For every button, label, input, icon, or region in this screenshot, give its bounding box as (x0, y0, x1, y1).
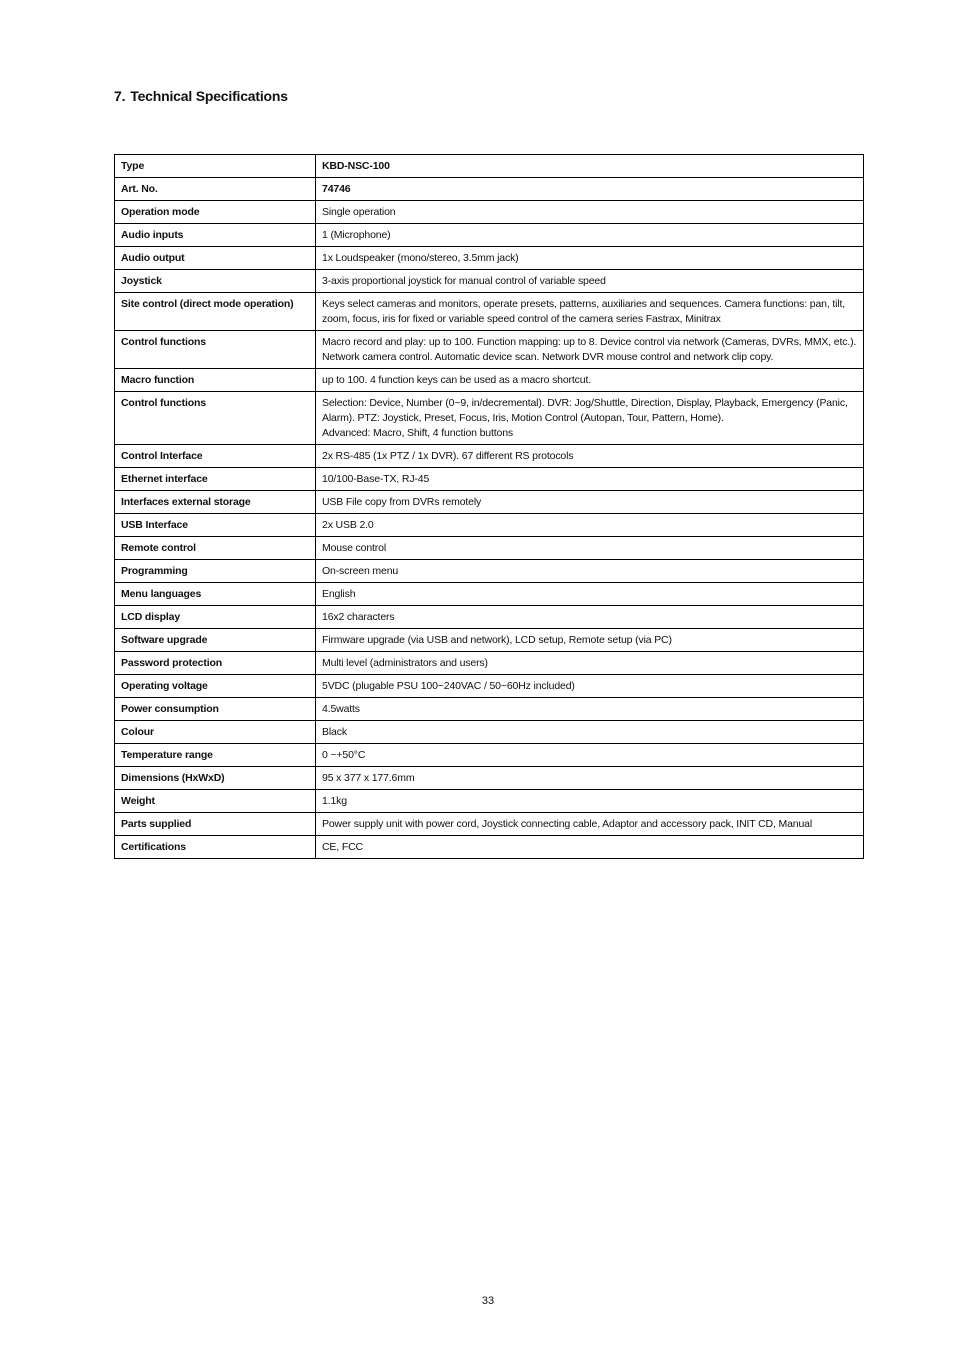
spec-label: LCD display (115, 606, 316, 629)
spec-label: Password protection (115, 652, 316, 675)
specifications-table-body (115, 155, 864, 859)
spec-value: 16x2 characters (316, 606, 864, 629)
spec-label: Temperature range (115, 744, 316, 767)
spec-label: Weight (115, 790, 316, 813)
spec-value: 4.5watts (316, 698, 864, 721)
spec-label: Colour (115, 721, 316, 744)
page-number: 33 (481, 1295, 495, 1307)
spec-value: Power supply unit with power cord, Joystick connecting cable, Adaptor and accessory pack, INIT CD, Manual (316, 813, 864, 836)
spec-row (115, 514, 864, 537)
spec-row (115, 491, 864, 514)
spec-label: Menu languages (115, 583, 316, 606)
spec-row (115, 224, 864, 247)
spec-label: Dimensions (HxWxD) (115, 767, 316, 790)
spec-value: Macro record and play: up to 100. Function mapping: up to 8. Device control via network (Cameras, DVRs, MMX, etc.). Network camera control. Automatic device scan. Network DVR mouse control and network clip copy. (316, 331, 864, 369)
spec-label: Macro function (115, 369, 316, 392)
spec-label: Audio output (115, 247, 316, 270)
spec-row (115, 721, 864, 744)
spec-row (115, 813, 864, 836)
spec-label: Software upgrade (115, 629, 316, 652)
spec-value: Firmware upgrade (via USB and network), LCD setup, Remote setup (via PC) (316, 629, 864, 652)
spec-label: USB Interface (115, 514, 316, 537)
spec-value: 0 ~+50°C (316, 744, 864, 767)
section-title (114, 88, 288, 104)
spec-value: Single operation (316, 201, 864, 224)
spec-row (115, 537, 864, 560)
spec-label: Type (115, 155, 316, 178)
spec-value: English (316, 583, 864, 606)
spec-value: 1x Loudspeaker (mono/stereo, 3.5mm jack) (316, 247, 864, 270)
spec-label: Remote control (115, 537, 316, 560)
spec-label: Joystick (115, 270, 316, 293)
spec-row (115, 767, 864, 790)
spec-value: USB File copy from DVRs remotely (316, 491, 864, 514)
spec-row (115, 468, 864, 491)
spec-value: Selection: Device, Number (0~9, in/decremental). DVR: Jog/Shuttle, Direction, Display, Playback, Emergency (Panic, Alarm). PTZ: Joystick, Preset, Focus, Iris, Motion Control (Autopan, Tour, Pattern, Home). Advanced: Macro, Shift, 4 function buttons (316, 392, 864, 445)
spec-label: Control functions (115, 392, 316, 445)
spec-row (115, 629, 864, 652)
spec-label: Parts supplied (115, 813, 316, 836)
spec-value: Black (316, 721, 864, 744)
spec-label: Operating voltage (115, 675, 316, 698)
spec-row (115, 445, 864, 468)
section-title-text: Technical Specifications (130, 88, 288, 104)
spec-row (115, 293, 864, 331)
spec-label: Audio inputs (115, 224, 316, 247)
spec-value: Multi level (administrators and users) (316, 652, 864, 675)
spec-row (115, 790, 864, 813)
spec-row (115, 652, 864, 675)
spec-row (115, 247, 864, 270)
spec-label: Art. No. (115, 178, 316, 201)
spec-row (115, 201, 864, 224)
spec-row (115, 744, 864, 767)
spec-value: CE, FCC (316, 836, 864, 859)
spec-row (115, 155, 864, 178)
spec-value: 5VDC (plugable PSU 100~240VAC / 50~60Hz included) (316, 675, 864, 698)
section-number: 7. (114, 88, 126, 104)
spec-label: Control functions (115, 331, 316, 369)
spec-value: 2x RS-485 (1x PTZ / 1x DVR). 67 different RS protocols (316, 445, 864, 468)
spec-label: Ethernet interface (115, 468, 316, 491)
spec-label: Interfaces external storage (115, 491, 316, 514)
spec-row (115, 178, 864, 201)
spec-label: Operation mode (115, 201, 316, 224)
spec-value: 1.1kg (316, 790, 864, 813)
spec-value: 10/100-Base-TX, RJ-45 (316, 468, 864, 491)
spec-value: On-screen menu (316, 560, 864, 583)
spec-label: Certifications (115, 836, 316, 859)
spec-value: 74746 (316, 178, 864, 201)
spec-label: Power consumption (115, 698, 316, 721)
spec-value: Keys select cameras and monitors, operate presets, patterns, auxiliaries and sequences. Camera functions: pan, tilt, zoom, focus, iris for fixed or variable speed control of the camera series Fastrax, Minitrax (316, 293, 864, 331)
spec-row (115, 270, 864, 293)
spec-row (115, 369, 864, 392)
spec-label: Programming (115, 560, 316, 583)
spec-value: 3-axis proportional joystick for manual control of variable speed (316, 270, 864, 293)
spec-label: Control Interface (115, 445, 316, 468)
spec-row (115, 606, 864, 629)
spec-row (115, 836, 864, 859)
spec-value: up to 100. 4 function keys can be used as a macro shortcut. (316, 369, 864, 392)
spec-value: 95 x 377 x 177.6mm (316, 767, 864, 790)
spec-value: 1 (Microphone) (316, 224, 864, 247)
spec-row (115, 675, 864, 698)
spec-row (115, 392, 864, 445)
spec-value: 2x USB 2.0 (316, 514, 864, 537)
spec-label: Site control (direct mode operation) (115, 293, 316, 331)
spec-row (115, 560, 864, 583)
spec-row (115, 583, 864, 606)
spec-value: KBD-NSC-100 (316, 155, 864, 178)
specifications-table (114, 154, 864, 859)
spec-value: Mouse control (316, 537, 864, 560)
spec-row (115, 331, 864, 369)
spec-row (115, 698, 864, 721)
